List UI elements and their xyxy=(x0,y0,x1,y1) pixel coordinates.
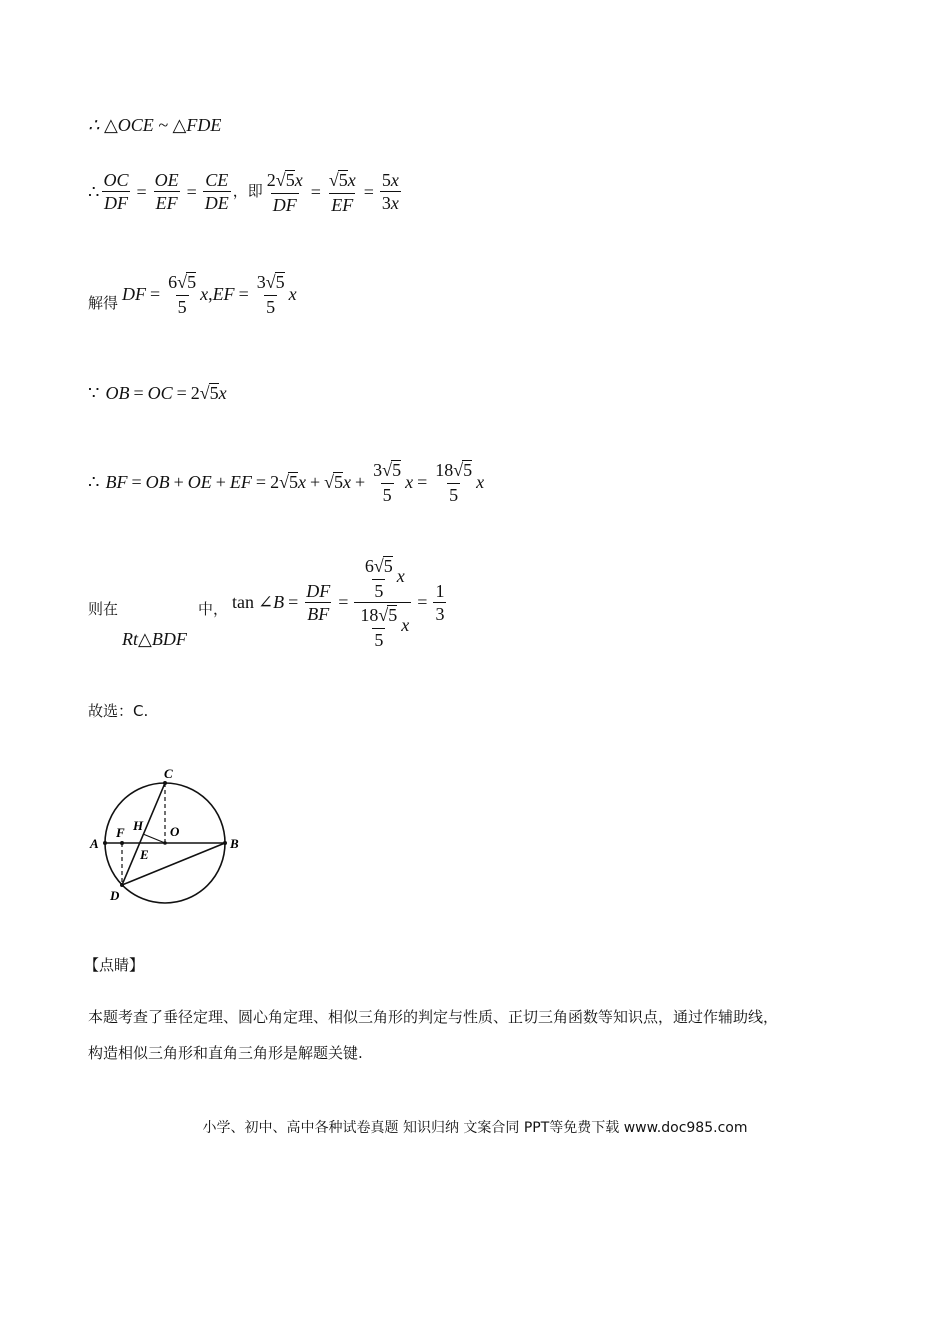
comment-heading: 【点睛】 xyxy=(84,956,145,974)
point-c xyxy=(163,781,167,785)
rt-triangle-label: Rt△BDF xyxy=(122,629,187,649)
comment-paragraph-2: 构造相似三角形和直角三角形是解题关键. xyxy=(88,1044,363,1062)
bf-equation: ∴ BF = OB + OE + EF = 2√ 5 x + √ 5 x + $\frac{3√5}{5}$ x = $\frac{18√5}{5}$ x xyxy=(88,460,485,505)
label-b: B xyxy=(230,836,239,851)
solve-equation: 解得 DF = $\frac{6√5}{5}$ x , EF = $\frac{3√5}{5}$ x xyxy=(88,272,297,317)
footer-text: 小学、初中、高中各种试卷真题 知识归纳 文案合同 PPT等免费下载 www.doc985.com xyxy=(202,1120,748,1136)
point-a xyxy=(103,841,107,845)
zhong-label: 中， xyxy=(198,600,229,618)
label-f: F xyxy=(116,825,125,840)
label-d: D xyxy=(110,888,120,903)
label-e: E xyxy=(140,847,149,862)
circle-figure xyxy=(86,764,246,904)
label-c: C xyxy=(164,766,173,781)
point-f xyxy=(120,841,124,845)
label-h: H xyxy=(133,818,144,833)
similar-triangles-line: ∴ △OCE ~ △FDE xyxy=(88,115,222,135)
tangent-block xyxy=(88,550,588,660)
solve-label: 解得 xyxy=(88,294,119,313)
answer-choice: 故选：C. xyxy=(88,702,149,720)
segment-ho xyxy=(143,834,165,843)
ze-zai-label: 则在 xyxy=(88,600,119,618)
radius-equation: ∵ OB = OC = 2√ 5 x xyxy=(88,383,227,404)
point-b xyxy=(223,841,227,845)
ratio-equation: ∴ $\frac{OC}{DF}$ = $\frac{OE}{EF}$ = $\frac{CE}{DE}$ ，即 $\frac{2√5x}{DF}$ = $\frac{√5x}{EF}$ = $\frac{5x}{3x}$ xyxy=(88,170,399,215)
ji-label: ，即 xyxy=(232,182,263,201)
point-d xyxy=(120,883,124,887)
tangent-equation: tan ∠ B = $\frac{DF}{BF}$ = $\frac{6√5}{5}$ x $\frac{18√5}{5}$ x = $\frac{1}{3}$ xyxy=(232,556,445,650)
comment-paragraph-1: 本题考查了垂径定理、圆心角定理、相似三角形的判定与性质、正切三角函数等知识点，通过作辅助线， xyxy=(88,1008,779,1026)
point-o xyxy=(163,841,167,845)
label-o: O xyxy=(170,824,180,839)
label-a: A xyxy=(90,836,99,851)
